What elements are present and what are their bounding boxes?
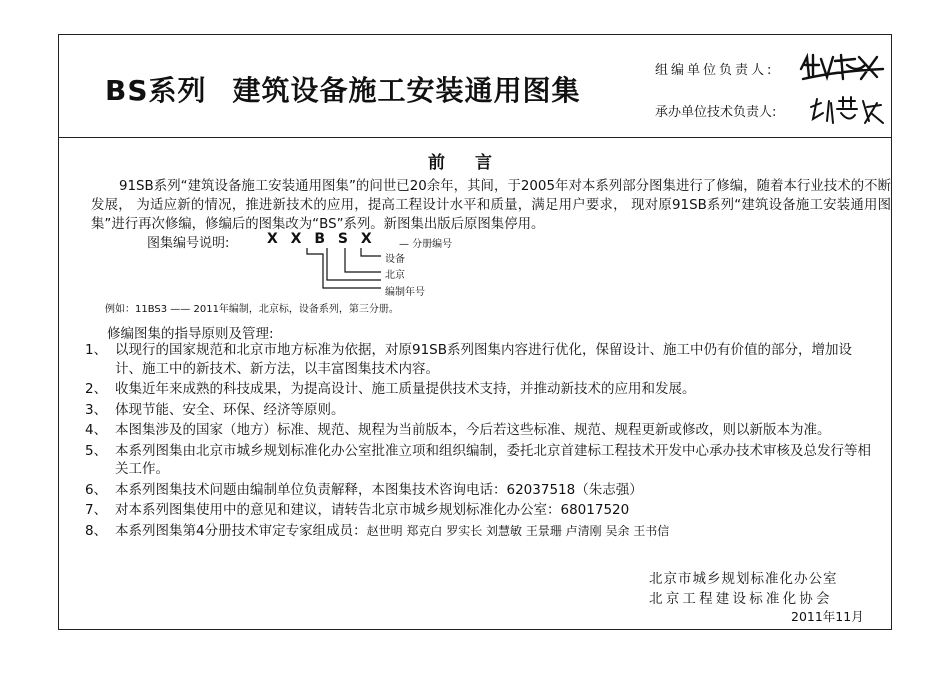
tech-signature [807, 93, 887, 127]
preface-title: 前言 [428, 153, 522, 173]
document-frame [58, 34, 892, 630]
numbering-label: 图集编号说明: [147, 236, 230, 251]
item-text: 本系列图集技术问题由编制单位负责解释，本图集技术咨询电话：62037518（朱志强） [115, 481, 643, 498]
numbering-example: 例如：11BS3 —— 2011年编制，北京标，设备系列，第三分册。 [105, 304, 399, 315]
title-main: 建筑设备施工安装通用图集 [232, 74, 581, 107]
list-item [85, 442, 875, 479]
item-text: 以现行的国家规范和北京市地方标准为依据，对原91SB系列图集内容进行优化，保留设计、施工中仍有价值的部分，增加设计、施工中的新技术、新方法，以丰富图集技术内容。 [115, 342, 853, 377]
issuing-association: 北京工程建设标准化协会 [649, 591, 833, 607]
list-item [85, 522, 875, 541]
note-equipment: 设备 [385, 254, 405, 265]
item-number: 2、 [85, 381, 108, 397]
compiler-responsible-label: 组编单位负责人: [655, 63, 775, 78]
title-block [59, 35, 891, 138]
list-item [85, 401, 875, 420]
item-number: 1、 [85, 342, 108, 358]
list-item [85, 421, 875, 440]
issuing-office: 北京市城乡规划标准化办公室 [649, 571, 838, 587]
item-text [115, 522, 875, 541]
document-title [105, 69, 581, 109]
tech-responsible-label: 承办单位技术负责人: [655, 105, 777, 120]
principles-list [85, 341, 875, 542]
item-number: 4、 [85, 422, 108, 438]
experts-intro: 本系列图集第4分册技术审定专家组成员： [115, 522, 367, 539]
item-number: 6、 [85, 481, 108, 498]
issue-date: 2011年11月 [791, 609, 864, 624]
list-item [85, 380, 875, 399]
note-volume: — 分册编号 [399, 239, 453, 250]
numbering-code: X X B S X [267, 231, 376, 247]
item-text: 收集近年来成熟的科技成果，为提高设计、施工质量提供技术支持，并推动新技术的应用和发展。 [115, 381, 696, 397]
note-year: 编制年号 [385, 287, 425, 298]
list-item [85, 481, 875, 500]
preface-text: 91SB系列“建筑设备施工安装通用图集”的问世已20余年，其间，于2005年对本系列部分图集进行了修编，随着本行业技术的不断发展， 为适应新的情况，推进新技术的应用，提高工程设计水平和质量，满足用户要求， 现对原91SB系列“建筑设备施工安装通用图集”进行再次修编，修编后的图集改为“BS”系列。新图集出版后原图集停用。 [91, 179, 891, 232]
list-item [85, 501, 875, 520]
principles-title: 修编图集的指导原则及管理: [107, 326, 274, 342]
item-text: 体现节能、安全、环保、经济等原则。 [115, 401, 345, 418]
item-number: 7、 [85, 502, 108, 518]
title-series: BS系列 [105, 74, 207, 107]
item-text: 本系列图集由北京市城乡规划标准化办公室批准立项和组织编制，委托北京首建标工程技术开发中心承办技术审核及总发行等相关工作。 [115, 442, 871, 477]
note-beijing: 北京 [385, 270, 405, 281]
item-number: 3、 [85, 401, 108, 418]
preface-paragraph [91, 177, 891, 234]
list-item [85, 341, 875, 378]
expert-names: 赵世明 郑克白 罗实长 刘慧敏 王景珊 卢清刚 吴余 王书信 [366, 523, 670, 538]
item-number: 5、 [85, 442, 108, 459]
item-text: 对本系列图集使用中的意见和建议，请转告北京市城乡规划标准化办公室：68017520 [115, 502, 630, 518]
item-text: 本图集涉及的国家（地方）标准、规范、规程为当前版本，今后若这些标准、规范、规程更新或修改，则以新版本为准。 [115, 422, 831, 438]
compiler-signature [797, 47, 887, 83]
item-number: 8、 [85, 522, 108, 539]
